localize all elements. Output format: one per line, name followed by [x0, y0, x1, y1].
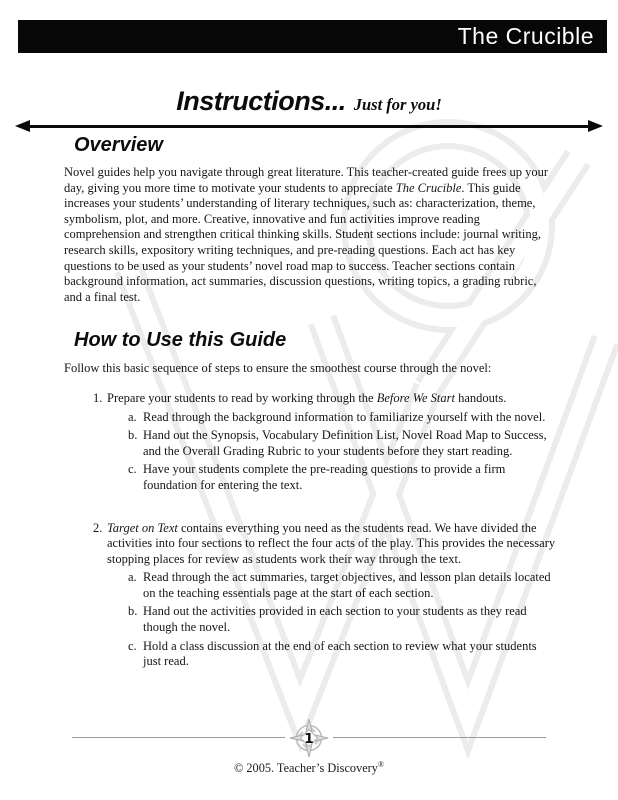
step-1-body: [107, 391, 556, 494]
step-item-1: [64, 391, 556, 494]
copyright-line: [0, 760, 618, 776]
substep-1b-marker: b.: [128, 428, 138, 443]
section-how-to-use: [64, 329, 556, 670]
footer-rule: [0, 716, 618, 759]
page-number: 1: [304, 730, 314, 747]
right-arrowhead-icon: [588, 120, 603, 132]
compass-page-ornament-icon: [288, 717, 330, 759]
page-title-main: Instructions...: [176, 86, 346, 116]
step-item-2: [64, 521, 556, 670]
step-1-substeps: [128, 410, 556, 494]
substep-1c: [128, 462, 556, 493]
header-bar: [18, 20, 607, 53]
steps-list: [64, 391, 556, 670]
step-1-marker: 1.: [93, 390, 103, 405]
arrow-shaft: [25, 125, 593, 127]
step-1-text: Prepare your students to read by working through the: [107, 390, 377, 405]
page-title-sub: Just for you!: [353, 95, 442, 114]
how-to-heading: How to Use this Guide: [74, 329, 287, 352]
substep-1a-text: Read through the background information to familiarize yourself with the novel.: [143, 409, 546, 424]
registered-mark: ®: [377, 760, 384, 769]
overview-text-1: Novel guides help you navigate through great literature. This teacher-created guide frees up your day, giving you more time to motivate your students to appreciate: [64, 165, 549, 195]
step-2-text-end: contains everything you need as the students read. We have divided the activities into four sections to reflect the four acts of the play. This provides the necessary stopping places for review as students work their way through the text.: [107, 520, 556, 566]
substep-2a-marker: a.: [128, 570, 137, 585]
substep-2b-text: Hand out the activities provided in each section to your students as they read though the novel.: [143, 604, 527, 635]
step-2-text-italic: Target on Text: [107, 520, 178, 535]
page-title: [0, 86, 618, 117]
step-1-text-end: handouts.: [454, 390, 507, 405]
substep-2a: [128, 570, 556, 601]
substep-1a-marker: a.: [128, 409, 137, 424]
substep-1a: [128, 410, 556, 426]
how-to-intro: Follow this basic sequence of steps to ensure the smoothest course through the novel:: [64, 361, 492, 376]
substep-1c-text: Have your students complete the pre-reading questions to provide a firm foundation for entering the text.: [143, 462, 506, 492]
overview-heading: Overview: [74, 134, 163, 156]
substep-1b-text: Hand out the Synopsis, Vocabulary Definition List, Novel Road Map to Success, and the Overall Grading Rubric to your students before they start reading.: [143, 428, 547, 458]
page-content: [0, 134, 618, 670]
substep-2c-text: Hold a class discussion at the end of each section to review what your students just read.: [143, 638, 537, 669]
copyright-text: © 2005. Teacher’s Discovery: [233, 761, 378, 776]
step-2-substeps: [128, 570, 556, 670]
overview-text-italic: The Crucible: [395, 180, 462, 195]
step-1-text-italic: Before We Start: [376, 390, 455, 405]
overview-paragraph: [64, 165, 556, 305]
page-footer: [0, 716, 618, 776]
substep-1c-marker: c.: [128, 462, 137, 477]
substep-2c-marker: c.: [128, 638, 137, 653]
divider-arrow: [15, 120, 603, 133]
substep-2b: [128, 604, 556, 635]
footer-rule-right: [333, 737, 546, 738]
step-2-body: [107, 521, 556, 670]
footer-rule-left: [72, 737, 285, 738]
document-title: The Crucible: [457, 23, 594, 49]
substep-2c: [128, 639, 556, 670]
step-2-marker: 2.: [93, 520, 103, 535]
substep-2a-text: Read through the act summaries, target objectives, and lesson plan details located on the teaching essentials page at the start of each section.: [143, 570, 551, 600]
section-overview: [64, 134, 556, 305]
substep-1b: [128, 428, 556, 459]
substep-2b-marker: b.: [128, 604, 138, 619]
overview-text-2: . This guide increases your students’ understanding of literary techniques, such as: characterization, theme, symbolism, plot, and more. Creative, innovative and fun activities improve reading comprehension and strengthen critical thinking skills. Student sections include: journal writing, research skills, expository writing techniques, and pre-reading questions. Each act has key questions to be used as your students’ novel road map to success. Teacher sections contain background information, act summaries, discussion questions, writing topics, a grading rubric, and a final test.: [64, 180, 541, 304]
